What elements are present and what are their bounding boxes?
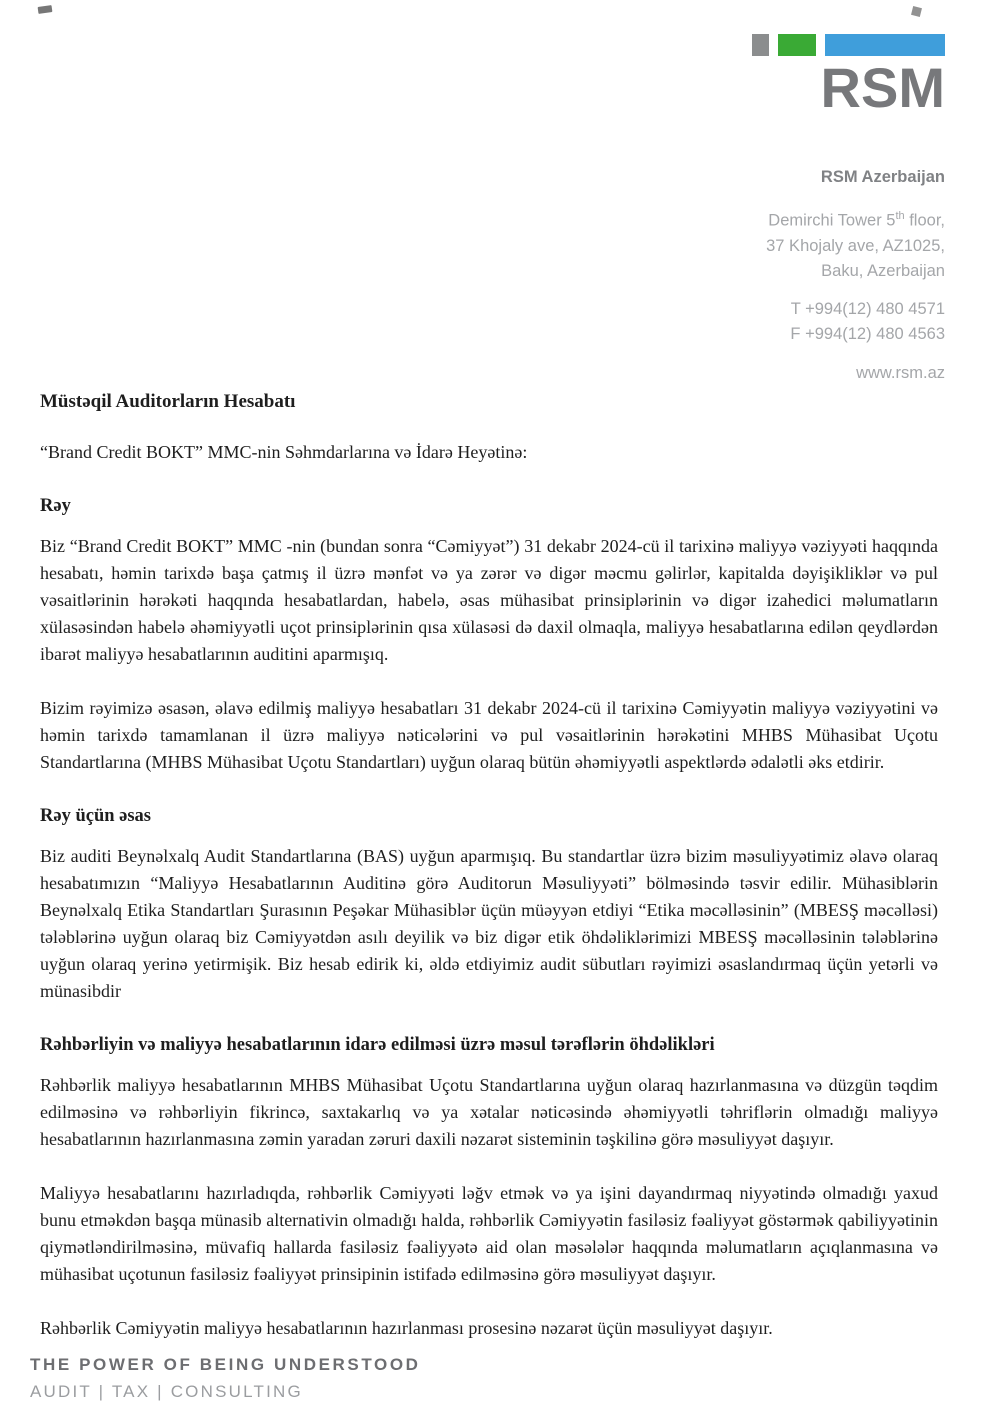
paragraph: Rəhbərlik maliyyə hesabatlarının MHBS Mühasibat Uçotu Standartlarına uyğun olaraq hazırlanmasına və düzgün təqdim edilməsinə və rəhbərliyin fikrincə, saxtakarlıq və ya xətalar nəticəsində əhəmiyyətli təhriflərin olmadığı maliyyə hesabatlarının hazırlanmasına zəmin yaradan zəruri daxili nəzarət sisteminin təşkilinə görə məsuliyyət daşıyır. <box>40 1075 938 1149</box>
section-heading-opinion: Rəy <box>40 496 71 516</box>
company-name: RSM Azerbaijan <box>820 168 945 186</box>
address-line1-rest: floor, <box>904 211 945 230</box>
section-heading-basis-for-opinion: Rəy üçün əsas <box>40 806 152 826</box>
rsm-logo-text: RSM <box>820 56 945 119</box>
letterhead <box>752 34 945 383</box>
section-heading-management-responsibilities: Rəhbərliyin və maliyyə hesabatlarının idarə edilməsi üzrə məsul tərəflərin öhdəlikləri <box>40 1035 715 1055</box>
salutation: “Brand Credit BOKT” MMC-nin Səhmdarlarına və İdarə Heyətinə: <box>40 442 528 462</box>
address-block <box>752 204 945 284</box>
phone-number: T +994(12) 480 4571 <box>790 299 945 318</box>
address-line: Baku, Azerbaijan <box>821 261 945 280</box>
report-title: Müstəqil Auditorların Hesabatı <box>40 391 296 412</box>
phone-fax-block <box>752 297 945 347</box>
section-opinion <box>40 493 938 776</box>
address-line1-superscript: th <box>895 210 905 222</box>
logo-bar-blue <box>825 34 945 56</box>
rsm-logo <box>752 34 945 119</box>
footer-services: AUDIT | TAX | CONSULTING <box>30 1382 303 1401</box>
address-line: 37 Khojaly ave, AZ1025, <box>766 236 945 255</box>
paragraph: Biz “Brand Credit BOKT” MMC -nin (bundan sonra “Cəmiyyət”) 31 dekabr 2024-cü il tarixinə maliyyə vəziyyəti haqqında hesabatı, həmin tarixdə başa çatmış il üzrə mənfət və ya zərər və digər məcmu gəlirlər, kapitalda dəyişikliklər və pul vəsaitlərinin hərəkəti haqqında hesabatlardan, habelə, əsas mühasibat prinsiplərinin və digər izahedici məlumatların xülasəsindən habelə əhəmiyyətli uçot prinsiplərinin qısa xülasəsi də daxil olmaqla, maliyyə hesabatlarına edilən qeydlərdən ibarət maliyyə hesabatlarının auditini aparmışıq. <box>40 536 938 664</box>
address-line <box>752 204 945 234</box>
scan-mark <box>38 5 53 14</box>
report-body <box>40 388 938 1369</box>
section-management-responsibilities <box>40 1032 938 1342</box>
website-url: www.rsm.az <box>856 363 945 382</box>
page-footer <box>30 1355 421 1402</box>
footer-tagline: THE POWER OF BEING UNDERSTOOD <box>30 1355 421 1374</box>
address-line1-text: Demirchi Tower 5 <box>768 211 896 230</box>
section-basis-for-opinion <box>40 803 938 1005</box>
logo-bar-green <box>778 34 816 56</box>
rsm-logo-bars-icon <box>752 34 945 56</box>
paragraph: Maliyyə hesabatlarını hazırladıqda, rəhbərlik Cəmiyyəti ləğv etmək və ya işini dayandırmaq niyyətində olmadığı yaxud bunu etməkdən başqa münasib alternativin olmadığı halda, rəhbərlik Cəmiyyətin fasiləsiz fəaliyyət göstərmək qabiliyyətinin qiymətləndirilməsinə, müvafiq hallarda fasiləsiz fəaliyyətə aid olan məsələlər haqqında məlumatların açıqlanmasına və mühasibat uçotunun fasiləsiz fəaliyyət prinsipinin istifadə edilməsinə görə məsuliyyət daşıyır. <box>40 1183 938 1284</box>
fax-number: F +994(12) 480 4563 <box>790 324 945 343</box>
scan-mark <box>911 6 922 17</box>
logo-bar-gray <box>752 34 769 56</box>
paragraph: Biz auditi Beynəlxalq Audit Standartlarına (BAS) uyğun aparmışıq. Bu standartlar üzrə bizim məsuliyyətimiz əlavə olaraq hesabatımızın “Maliyyə Hesabatlarının Auditinə görə Auditorun Məsuliyyəti” bölməsində təsvir edilir. Mühasiblərin Beynəlxalq Etika Standartları Şurasının Peşəkar Mühasiblər üçün müəyyən etdiyi “Etika məcəlləsinin” (MBESŞ məcəlləsi) tələblərinə uyğun olaraq biz Cəmiyyətdən asılı deyilik və biz digər etik öhdəliklərimizi MBESŞ məcəlləsinin tələblərinə uyğun olaraq yerinə yetirmişik. Biz hesab edirik ki, əldə etdiyimiz audit sübutları rəyimizi əsaslandırmaq üçün yetərli və münasibdir <box>40 846 938 1001</box>
paragraph: Rəhbərlik Cəmiyyətin maliyyə hesabatlarının hazırlanması prosesinə nəzarət üçün məsuliyyət daşıyır. <box>40 1318 773 1338</box>
paragraph: Bizim rəyimizə əsasən, əlavə edilmiş maliyyə hesabatları 31 dekabr 2024-cü il tarixinə Cəmiyyətin maliyyə vəziyyətini və həmin tarixdə tamamlanan il üzrə maliyyə nəticələrini və pul vəsaitlərinin hərəkətini MHBS Mühasibat Uçotu Standartlarına (MHBS Mühasibat Uçotu Standartları) uyğun olaraq bütün əhəmiyyətli aspektlərdə ədalətli əks etdirir. <box>40 698 938 772</box>
